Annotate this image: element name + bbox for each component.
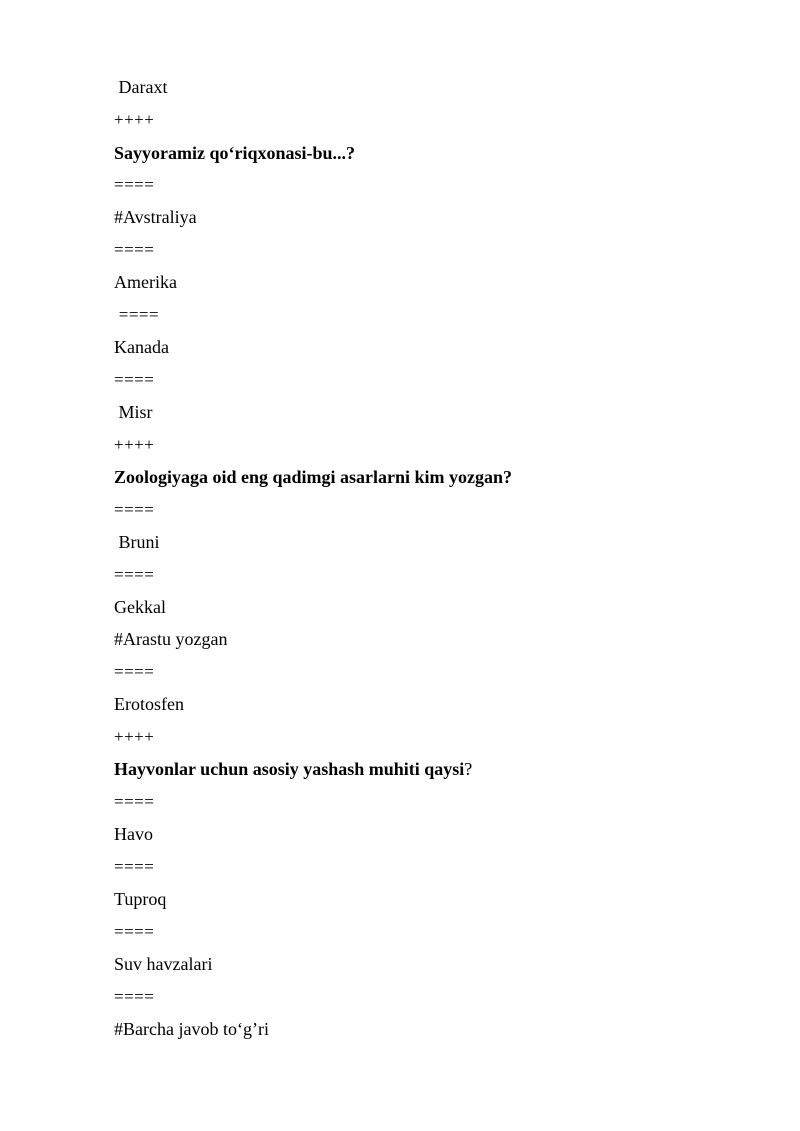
question-text: Hayvonlar uchun asosiy yashash muhiti qaysi: [114, 759, 465, 779]
correct-answer-option: #Barcha javob to‘g’ri: [114, 1019, 269, 1039]
question-separator: ++++: [114, 435, 155, 454]
answer-option: Kanada: [114, 337, 169, 357]
answer-option: Suv havzalari: [114, 954, 213, 974]
option-separator: ====: [114, 987, 155, 1006]
option-separator: ====: [114, 500, 155, 519]
option-separator: ====: [114, 370, 155, 389]
option-separator: ====: [114, 857, 155, 876]
question-text: Zoologiyaga oid eng qadimgi asarlarni kim yozgan?: [114, 467, 513, 487]
question-mark: ?: [464, 759, 473, 779]
answer-option: Amerika: [114, 272, 177, 292]
answer-option: Daraxt: [114, 77, 168, 97]
question-separator: ++++: [114, 727, 155, 746]
question-text: Sayyoramiz qo‘riqxonasi-bu...?: [114, 143, 356, 163]
option-separator: ====: [114, 305, 160, 324]
answer-option: Erotosfen: [114, 694, 184, 714]
option-separator: ====: [114, 240, 155, 259]
option-separator: ====: [114, 662, 155, 681]
correct-answer-option: #Avstraliya: [114, 207, 197, 227]
answer-option: Tuproq: [114, 889, 167, 909]
correct-answer-option: #Arastu yozgan: [114, 629, 228, 649]
option-separator: ====: [114, 792, 155, 811]
answer-option: Gekkal: [114, 597, 166, 617]
option-separator: ====: [114, 565, 155, 584]
question-separator: ++++: [114, 110, 155, 129]
answer-option: Havo: [114, 824, 153, 844]
answer-option: Misr: [114, 402, 153, 422]
option-separator: ====: [114, 175, 155, 194]
option-separator: ====: [114, 922, 155, 941]
question-line: [114, 758, 472, 780]
answer-option: Bruni: [114, 532, 160, 552]
